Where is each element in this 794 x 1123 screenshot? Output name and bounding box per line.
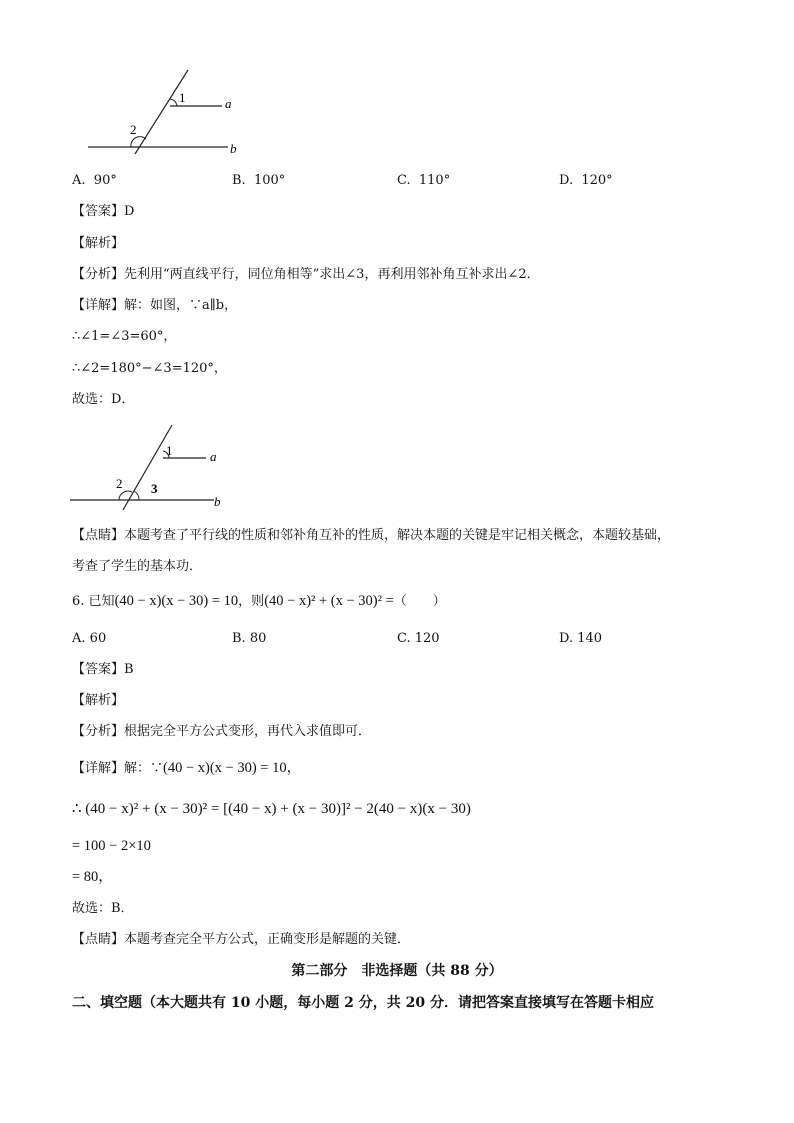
angle-3-label: 3 [151,481,158,496]
line-b-label: b [214,494,221,509]
q5-analysis: 【分析】先利用“两直线平行，同位角相等”求出∠3，再利用邻补角互补求出∠2． [72,267,540,282]
q5-option-c: C. 110° [397,173,451,188]
q5-detail: 【详解】解：如图，∵a∥b， [72,298,238,313]
q6-detail [72,759,301,778]
q6-step3: = 80， [72,869,113,885]
q5-step1: ∴∠1=∠3=60°， [72,329,177,344]
q6-step1: ∴ (40 − x)² + (x − 30)² = [(40 − x) + (x − 30)]² − 2(40 − x)(x − 30) [72,801,471,817]
angle-1-label: 1 [166,443,173,458]
parallel-lines-figure-1 [80,66,250,160]
parallel-lines-figure-2 [66,420,236,514]
q6-stem-prefix: 已知 [88,594,115,609]
q6-comment: 【点睛】本题考查完全平方公式，正确变形是解题的关键． [72,932,411,947]
angle-3-arc [134,491,139,500]
q6-stem [72,592,446,611]
q6-stem-mid: ，则 [238,594,265,609]
angle-2-label: 2 [130,122,137,137]
line-b-label: b [230,141,237,156]
line-a-label: a [210,449,217,464]
q6-option-c: C. 120 [397,631,440,646]
angle-2-label: 2 [116,476,123,491]
q6-jiexi: 【解析】 [72,693,125,708]
q6-given-equation: (40 − x)(x − 30) = 10 [114,593,239,609]
q5-jiexi: 【解析】 [72,236,125,251]
q6-detail-equation: (40 − x)(x − 30) = 10， [163,760,302,776]
q6-option-d: D. 140 [559,631,603,646]
angle-2-arc [131,137,146,147]
q6-analysis: 【分析】根据完全平方公式变形，再代入求值即可． [72,724,372,739]
q6-target-expression: (40 − x)² + (x − 30)² = [264,593,394,609]
q6-option-a: A. 60 [72,631,107,646]
angle-1-arc [170,99,177,106]
q5-step2: ∴∠2=180°−∠3=120°， [72,361,227,376]
q6-detail-prefix: 【详解】解：∵ [72,761,164,776]
q6-step2: = 100 − 2×10 [72,838,151,854]
line-a-label: a [225,96,232,111]
q5-choose: 故选：D． [72,392,135,407]
q5-option-b: B. 100° [232,173,286,188]
q5-comment-line2: 考查了学生的基本功． [72,559,203,574]
q5-option-a: A. 90° [72,173,117,188]
q6-option-b: B. 80 [232,631,267,646]
q6-answer-blank: （ ） [393,594,446,609]
q5-comment-line1: 【点睛】本题考查了平行线的性质和邻补角互补的性质，解决本题的关键是牢记相关概念，本题较基础， [72,528,671,543]
part2-title: 第二部分 非选择题（共 88 分） [291,963,503,979]
section2-heading: 二、填空题（本大题共有 10 小题，每小题 2 分，共 20 分．请把答案直接填写在答题卡相应 [72,995,654,1011]
q5-option-d: D. 120° [559,173,613,188]
transversal [135,70,188,154]
q6-choose: 故选：B． [72,901,134,916]
q5-answer: 【答案】D [72,204,135,219]
q6-number: 6. [72,594,85,609]
q6-answer: 【答案】B [72,662,134,677]
angle-1-label: 1 [179,90,186,105]
transversal [123,425,172,510]
